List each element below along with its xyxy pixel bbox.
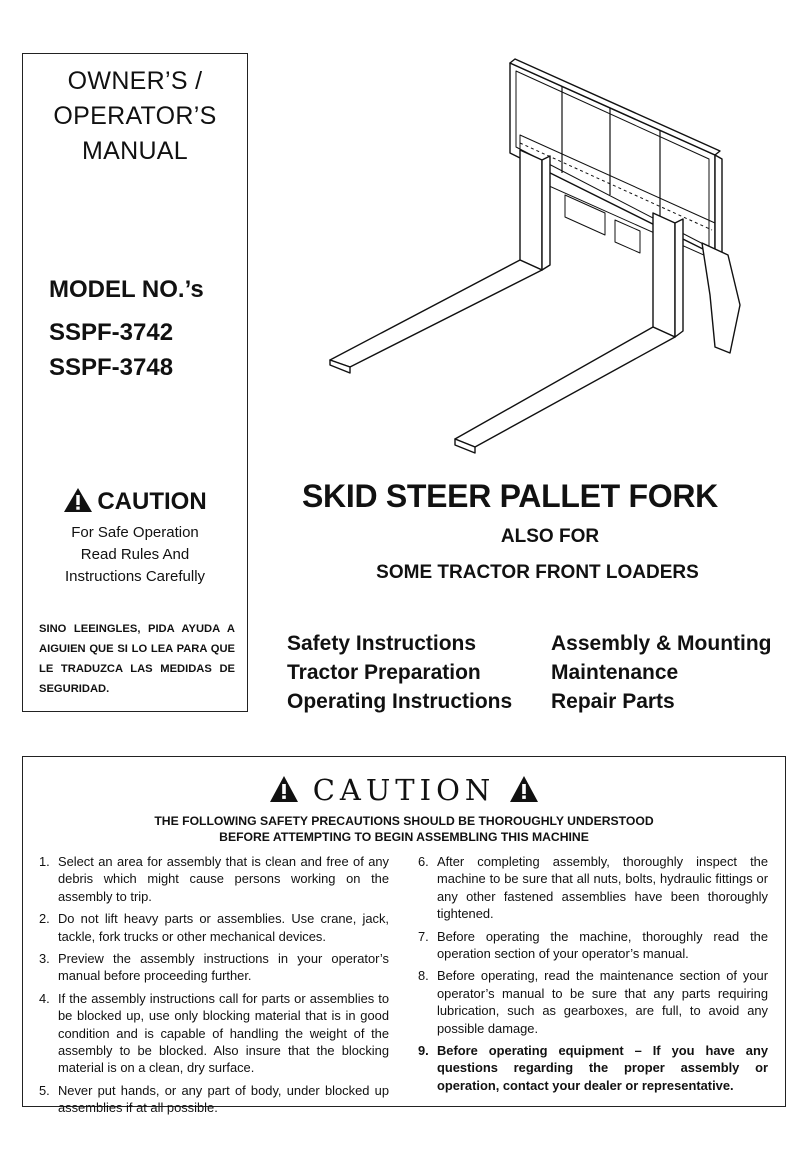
model-number-2: SSPF-3748 (49, 354, 174, 381)
list-item: 9. Before operating equipment – If you have any questions regarding the proper assembly or operation, contact your dealer or representative. (418, 1043, 768, 1093)
warning-triangle-icon (509, 775, 539, 803)
list-item: 4. If the assembly instructions call for parts or assemblies to be blocked up, use only blocking material that is in good condition and is capable of handling the weight of the assembly to be blocked. Also insure that the blocking material is on a clean, dry surface. (39, 990, 389, 1076)
subtitle-also-for: ALSO FOR (500, 526, 600, 547)
manual-title-line-1: OWNER’S / (67, 67, 203, 95)
spanish-notice: SINO LEEINGLES, PIDA AYUDA A AIGUIEN QUE SI LO LEA PARA QUE LE TRADUZCA LAS MEDIDAS DE SEGURIDAD. (39, 623, 235, 695)
list-item: 5. Never put hands, or any part of body, under blocked up assemblies if at all possible. (39, 1082, 389, 1116)
list-item: 8. Before operating, read the maintenance section of your operator’s manual to be sure that any parts requiring lubrication, such as gearboxes, are full, to avoid any possible damage. (418, 968, 768, 1036)
list-item: 6. After completing assembly, thoroughly inspect the machine to be sure that all nuts, bolts, hydraulic fittings or any other fastened assemblies have been thoroughly tightened. (418, 854, 768, 922)
list-item: 2. Do not lift heavy parts or assemblies. Use crane, jack, tackle, fork trucks or other mechanical devices. (39, 911, 389, 944)
safety-caution-box (22, 756, 786, 1116)
contents-item: Operating Instructions (287, 690, 513, 713)
list-item: 7. Before operating the machine, thoroughly read the operation section of your operator’s manual. (418, 928, 768, 962)
caution-box-heading (23, 773, 785, 807)
caution-heading (23, 487, 247, 516)
warning-line-1: THE FOLLOWING SAFETY PRECAUTIONS SHOULD BE THOROUGHLY UNDERSTOOD (154, 814, 654, 828)
list-item: 1. Select an area for assembly that is clean and free of any debris which might cause persons working on the assembly to trip. (39, 854, 389, 904)
contents-item: Maintenance (551, 661, 679, 684)
cover-info-box (22, 53, 248, 712)
product-title: SKID STEER PALLET FORK (302, 478, 718, 514)
list-item: 3. Preview the assembly instructions in your operator’s manual before proceeding further. (39, 951, 389, 984)
safe-line-2: Read Rules And (80, 546, 190, 563)
caution-box-label: CAUTION (312, 773, 496, 807)
warning-triangle-icon (63, 487, 93, 513)
warning-line-2: BEFORE ATTEMPTING TO BEGIN ASSEMBLING THIS MACHINE (219, 830, 589, 844)
contents-item: Safety Instructions (287, 632, 477, 655)
pallet-fork-illustration (320, 55, 760, 455)
precautions-column-left (39, 853, 389, 1122)
contents-item: Repair Parts (551, 690, 675, 713)
precautions-column-right (418, 853, 768, 1099)
warning-triangle-icon (269, 775, 299, 803)
safe-operation-text (23, 522, 247, 588)
manual-title-line-3: MANUAL (82, 137, 188, 165)
contents-right (551, 629, 772, 716)
contents-item: Tractor Preparation (287, 661, 481, 684)
contents-left (287, 629, 512, 716)
model-number-1: SSPF-3742 (49, 319, 174, 346)
contents-item: Assembly & Mounting (551, 632, 772, 655)
subtitle-loaders: SOME TRACTOR FRONT LOADERS (376, 562, 699, 583)
safe-line-3: Instructions Carefully (64, 568, 206, 585)
caution-label: CAUTION (97, 488, 207, 515)
manual-title-line-2: OPERATOR’S (53, 102, 217, 130)
safe-line-1: For Safe Operation (71, 524, 199, 541)
model-label: MODEL NO.’s (49, 276, 204, 303)
